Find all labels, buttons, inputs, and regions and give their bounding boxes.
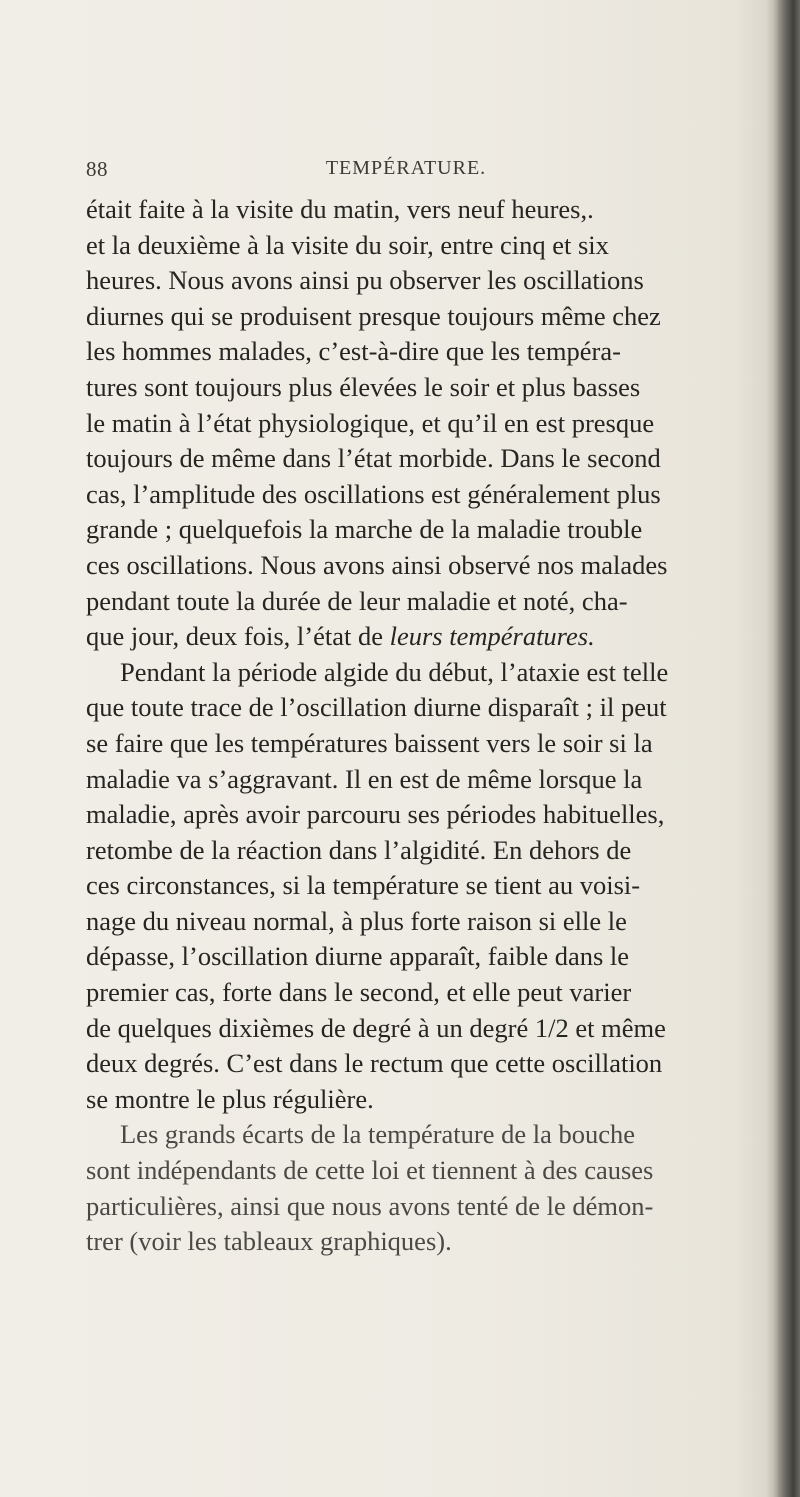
- text-line: se faire que les températures baissent vers le soir si la: [86, 727, 653, 758]
- text-line: maladie, après avoir parcouru ses périodes habituelles,: [86, 799, 665, 830]
- text-line: de quelques dixièmes de degré à un degré 1/2 et même: [86, 1012, 666, 1043]
- text-line: heures. Nous avons ainsi pu observer les oscillations: [86, 265, 644, 296]
- body-text: [86, 192, 766, 1260]
- text-line-start: que jour, deux fois, l’état de: [86, 621, 390, 652]
- text-line: était faite à la visite du matin, vers neuf heures,.: [86, 194, 594, 224]
- text-line: particulières, ainsi que nous avons tenté de le démon-: [86, 1190, 654, 1221]
- book-spine-edge: [778, 0, 800, 1497]
- text-line: dépasse, l’oscillation diurne apparaît, faible dans le: [86, 941, 630, 972]
- paragraph-start-line: Les grands écarts de la température de la bouche: [120, 1119, 636, 1150]
- text-line: premier cas, forte dans le second, et elle peut varier: [86, 977, 632, 1008]
- text-line: retombe de la réaction dans l’algidité. En dehors de: [86, 834, 632, 865]
- text-line: diurnes qui se produisent presque toujours même chez: [86, 300, 661, 331]
- text-line: grande ; quelquefois la marche de la maladie trouble: [86, 514, 643, 545]
- text-line: ces oscillations. Nous avons ainsi observé nos malades: [86, 549, 668, 580]
- page-number: 88: [86, 157, 108, 181]
- text-line: les hommes malades, c’est-à-dire que les tempéra-: [86, 336, 621, 367]
- paragraph-start-line: Pendant la période algide du début, l’ataxie est telle: [120, 656, 669, 687]
- running-title: TEMPÉRATURE.: [325, 157, 487, 179]
- page-header: [86, 157, 706, 187]
- text-line: ces circonstances, si la température se tient au voisi-: [86, 870, 641, 901]
- text-line: se montre le plus régulière.: [86, 1083, 374, 1114]
- text-line: sont indépendants de cette loi et tiennent à des causes: [86, 1155, 654, 1186]
- text-line: et la deuxième à la visite du soir, entre cinq et six: [86, 229, 609, 260]
- text-line: toujours de même dans l’état morbide. Dans le second: [86, 443, 661, 474]
- text-line: que toute trace de l’oscillation diurne disparaît ; il peut: [86, 692, 667, 723]
- page-edge-shadow: [766, 0, 778, 1497]
- text-line: nage du niveau normal, à plus forte raison si elle le: [86, 905, 627, 936]
- text-line: trer (voir les tableaux graphiques).: [86, 1226, 452, 1257]
- text-line: le matin à l’état physiologique, et qu’il en est presque: [86, 407, 655, 438]
- text-line: cas, l’amplitude des oscillations est généralement plus: [86, 478, 661, 509]
- text-line: pendant toute la durée de leur maladie et noté, cha-: [86, 585, 628, 616]
- text-line: deux degrés. C’est dans le rectum que cette oscillation: [86, 1048, 663, 1079]
- text-line: tures sont toujours plus élevées le soir et plus basses: [86, 371, 641, 402]
- text-line: maladie va s’aggravant. Il en est de même lorsque la: [86, 763, 643, 794]
- italic-emphasis: leurs températures.: [389, 621, 595, 652]
- text-line: [86, 619, 766, 655]
